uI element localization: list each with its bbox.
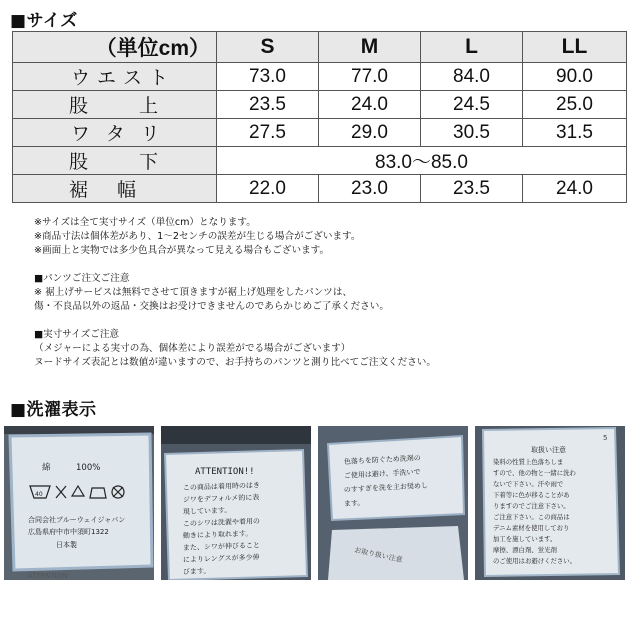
note-line: ※ 裾上げサービスは無料でさせて頂きますが裾上げ処理をしたパンツは、 [34,287,353,298]
row-label-waist: ウエスト [13,63,217,91]
label-line: 色落ちを防ぐため洗剤の [343,453,421,466]
label-line: りますのでご注意下さい。 [493,502,570,510]
row-thigh [13,119,627,147]
cell: 23.0 [319,175,421,203]
row-waist [13,63,627,91]
label-line: また、シワが伸びること [182,541,261,552]
cell: 24.0 [319,91,421,119]
cell: 25.0 [523,91,627,119]
care-label-photo-2 [161,426,311,580]
column-s: S [217,32,319,63]
note-line: ※サイズは全て実寸サイズ（単位cm）となります。 [34,217,256,228]
cell: 27.5 [217,119,319,147]
label-line: 下着等に色が移ることがあ [493,491,570,499]
pants-order-notes [34,272,389,314]
label-line: 染料の性質上色落ちしま [493,458,564,466]
note-title: ■パンツご注文ご注意 [34,273,130,284]
label-line: 動きにより取れます。 [182,529,253,540]
label-line: この商品は着用時のはき [182,481,261,492]
row-label-hem: 裾 幅 [13,175,217,203]
column-l: L [421,32,523,63]
size-header-row [13,32,627,63]
label-number: 5 [603,434,608,442]
label-line: 綿 100% [42,463,101,473]
cell: 23.5 [217,91,319,119]
label-line: デニム素材を使用しており [493,524,570,532]
label-line: ご使用は避け、手洗いで [343,467,421,480]
label-line: このシワは洗濯や着用の [182,517,261,528]
label-line: によりレングスが多少伸 [182,553,260,564]
wash-heading: ■洗濯表示 [10,400,97,420]
label-line: ジワをデフォルメ的に表 [182,493,260,504]
label-line: びます。 [182,567,211,576]
note-line: 傷・不良品以外の返品・交換はお受けできませんのであらかじめご了承ください。 [34,301,389,312]
size-table [12,31,627,203]
row-hem [13,175,627,203]
general-notes [34,216,360,258]
note-line: （メジャーによる実寸の為、個体差により誤差がでる場合がございます） [34,343,351,354]
care-label-photo-1 [4,426,154,580]
row-label-thigh: ワタリ [13,119,217,147]
label-line: ご注意下さい。この商品は [493,513,570,521]
cell: 22.0 [217,175,319,203]
label-line: お取り扱い注意 [353,546,404,565]
cell: 90.0 [523,63,627,91]
row-label-rise: 股 上 [13,91,217,119]
note-title: ■実寸サイズご注意 [34,329,120,340]
cell: 24.5 [421,91,523,119]
cell: 23.5 [421,175,523,203]
label-line: のすすぎを洗を主お奨めし [343,481,429,494]
care-label-photo-4 [475,426,625,580]
size-heading: ■サイズ [10,11,78,31]
note-line: ※商品寸法は個体差があり、1～2センチの誤差が生じる場合がございます。 [34,231,361,242]
row-label-inseam: 股 下 [13,147,217,175]
label-line: 現しています。 [182,506,232,516]
row-inseam [13,147,627,175]
note-line: ヌードサイズ表記とは数値が違いますので、お手持ちのパンツと測り比べてご注文ください。 [34,357,436,368]
label-line: 合同会社ブルーウェイジャパン [28,516,126,524]
label-line: ます。 [343,498,365,508]
label-line: ATTENTION!! [195,467,255,477]
size-order-notes [34,328,436,370]
cell: 73.0 [217,63,319,91]
label-line: 加工を施しています。 [493,535,557,543]
label-line: 取扱い注意 [531,446,566,454]
unit-label: （単位cm） [13,32,217,63]
column-m: M [319,32,421,63]
temperature-label: 40 [35,491,43,498]
label-line: すので、他の物と一緒に洗わ [493,469,576,477]
note-line: ※画面上と実物では多少色具合が異なって見える場合もございます。 [34,245,330,256]
label-line: 広島県府中市中須町1322 [28,528,109,536]
cell: 84.0 [421,63,523,91]
merged-cell: 83.0～85.0 [217,147,627,175]
cell: 29.0 [319,119,421,147]
care-label-photo-3 [318,426,468,580]
row-rise [13,91,627,119]
column-ll: LL [523,32,627,63]
label-line: 日本製 [56,541,77,549]
label-line: ATTENTION [28,572,68,580]
cell: 77.0 [319,63,421,91]
cell: 31.5 [523,119,627,147]
cell: 24.0 [523,175,627,203]
label-line: 摩擦、漂白剤、蛍光剤 [493,546,557,554]
cell: 30.5 [421,119,523,147]
label-line: ないで下さい。汗や雨で [493,480,564,488]
label-line: のご使用はお避けください。 [493,557,577,565]
